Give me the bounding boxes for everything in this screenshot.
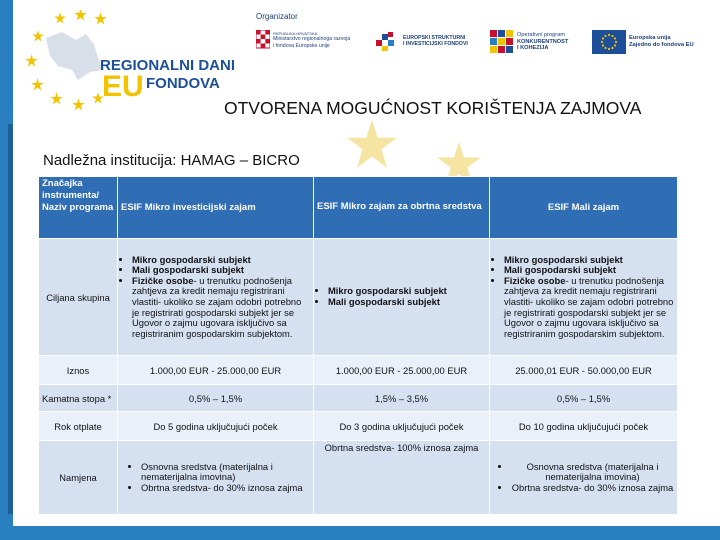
op-kik-icon	[490, 30, 514, 54]
partner-op-kik	[490, 30, 568, 54]
row-label: Kamatna stopa *	[39, 385, 118, 412]
table-row-amount	[39, 356, 678, 385]
table-cell: 1.000,00 EUR - 25.000,00 EUR	[118, 356, 314, 385]
partner-line: REPUBLIKA HRVATSKA	[273, 31, 318, 36]
bullet-item: Mikro gospodarski subjekt	[132, 253, 251, 265]
bullet-item: • Osnovna sredstva (materijalna i nematerijalna imovina)	[141, 462, 310, 483]
table-cell: 0,5% – 1,5%	[118, 385, 314, 412]
eu-flag-icon	[592, 30, 626, 54]
bullet-item: • Obrtna sredstva- do 30% iznosa zajma	[141, 483, 310, 494]
header-cell-micro-working-capital: ESIF Mikro zajam za obrtna sredstva	[314, 177, 490, 239]
esi-funds-icon	[374, 30, 400, 52]
croatian-coat-of-arms-icon	[256, 30, 270, 50]
partner-line: KONKURENTNOST	[517, 38, 569, 45]
partner-esi-fondovi	[374, 30, 468, 52]
table-row-purpose	[39, 441, 678, 515]
table-cell: Do 5 godina uključujući poček	[118, 412, 314, 441]
institution-subtitle: Nadležna institucija: HAMAG – BICRO	[43, 152, 300, 169]
bullet-item: Mikro gospodarski subjekt	[504, 253, 623, 265]
bullet-item: • Obrtna sredstva- do 30% iznosa zajma	[511, 483, 674, 494]
table-row-repayment-period	[39, 412, 678, 441]
bottom-frame-bar	[0, 526, 720, 540]
header-cell-small-loan: ESIF Mali zajam	[490, 177, 678, 239]
partner-republika-hrvatska	[256, 30, 350, 50]
table-cell: Do 10 godina uključujući poček	[490, 412, 678, 441]
purpose-micro-investment	[118, 441, 314, 515]
row-label: Namjena	[39, 441, 118, 515]
partner-line: Operativni program	[517, 31, 565, 38]
loan-comparison-table	[38, 176, 678, 515]
croatia-map-icon	[46, 32, 104, 80]
bullet-item: Fizičke osobe	[132, 274, 194, 286]
row-label: Rok otplate	[39, 412, 118, 441]
row-label: Iznos	[39, 356, 118, 385]
bullet-item-text: - u trenutku podnošenja zahtjeva za kredit nemaju registrirani vlastiti- ukoliko se zajam odobri potrebno je registrirati gospodarski subjekt jer se Ugovor o zajmu ugovara isključivo sa registriranim gospodarskim subjektom.	[132, 274, 302, 339]
left-frame-accent	[8, 124, 13, 514]
table-header-row	[39, 177, 678, 239]
table-cell: 1,5% – 3,5%	[314, 385, 490, 412]
bullet-item-text: - u trenutku podnošenja zahtjeva za kredit nemaju registrirani vlastiti- ukoliko se zajam odobri potrebno je registrirati gospodarski subjekt jer se Ugovor o zajmu ugovara isključivo sa registriranim gospodarskim subjektom.	[504, 274, 674, 339]
slide-title: OTVORENA MOGUĆNOST KORIŠTENJA ZAJMOVA	[224, 98, 642, 118]
table-row-interest-rate	[39, 385, 678, 412]
row-label: Ciljana skupina	[39, 239, 118, 356]
table-cell: 1.000,00 EUR - 25.000,00 EUR	[314, 356, 490, 385]
bullet-item: Mikro gospodarski subjekt	[328, 285, 447, 297]
target-group-micro-working-capital	[314, 239, 490, 356]
regionalni-dani-logo	[14, 10, 244, 118]
logo-line2: FONDOVA	[146, 75, 220, 92]
partner-line: Europska unija	[629, 34, 671, 41]
partner-line: EUROPSKI STRUKTURNI	[403, 34, 466, 41]
table-row-target-group	[39, 239, 678, 356]
organizer-label: Organizator	[256, 12, 298, 21]
table-cell: Do 3 godina uključujući poček	[314, 412, 490, 441]
bullet-item: Mali gospodarski subjekt	[504, 264, 617, 276]
partner-line: I KOHEZIJA	[517, 45, 549, 52]
bullet-item: Mali gospodarski subjekt	[132, 264, 245, 276]
purpose-micro-working-capital: Obrtna sredstva- 100% iznosa zajma	[314, 441, 490, 515]
partner-eu-flag	[592, 30, 694, 54]
bullet-item: Fizičke osobe	[504, 274, 566, 286]
partner-line: I INVESTICIJSKI FONDOVI	[403, 41, 468, 47]
bullet-item: Mali gospodarski subjekt	[328, 296, 441, 307]
logo-line1: REGIONALNI DANI	[100, 57, 235, 74]
table-cell: 25.000,01 EUR - 50.000,00 EUR	[490, 356, 678, 385]
logo-mark: EU	[102, 70, 144, 103]
bullet-item: • Osnovna sredstva (materijalna i nematerijalna imovina)	[511, 462, 674, 483]
partner-line: Zajedno do fondova EU	[629, 42, 694, 48]
purpose-small-loan	[490, 441, 678, 515]
target-group-micro-investment	[118, 239, 314, 356]
target-group-small-loan	[490, 239, 678, 356]
partner-line: Ministarstvo regionalnoga razvoja	[273, 36, 351, 42]
header-cell-feature: Značajka instrumenta/ Naziv programa	[39, 177, 118, 239]
table-cell: 0,5% – 1,5%	[490, 385, 678, 412]
background-star-icon	[346, 118, 398, 170]
partner-line: i fondova Europske unije	[273, 42, 330, 49]
header-cell-micro-investment: ESIF Mikro investicijski zajam	[118, 177, 314, 239]
